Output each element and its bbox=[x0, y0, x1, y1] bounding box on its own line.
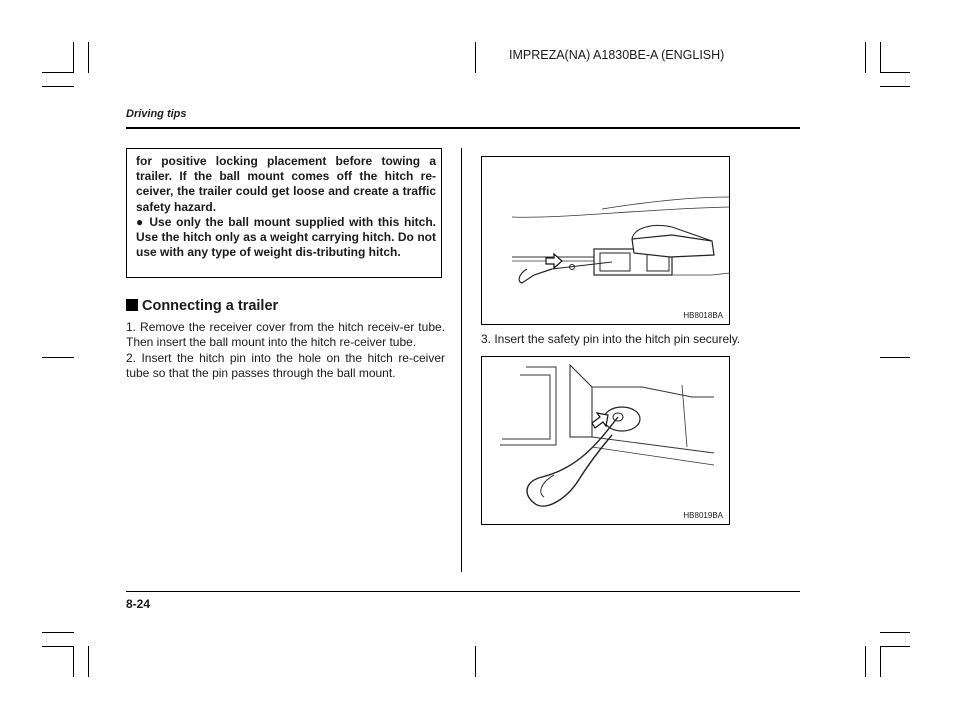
figure-safety-pin bbox=[481, 356, 730, 525]
warning-box bbox=[126, 148, 442, 278]
warning-text: for positive locking placement before towing a trailer. If the ball mount comes off the hitch re-ceiver, the trailer could get loose and create a traffic safety hazard. bbox=[136, 154, 436, 214]
crop-mark bbox=[865, 42, 866, 73]
crop-mark bbox=[73, 646, 74, 677]
crop-mark bbox=[42, 357, 74, 358]
square-bullet-icon bbox=[126, 299, 138, 311]
ball-mount-illustration bbox=[482, 157, 731, 326]
crop-mark bbox=[865, 646, 866, 677]
crop-mark bbox=[880, 646, 881, 677]
step-3: 3. Insert the safety pin into the hitch pin securely. bbox=[481, 332, 741, 346]
crop-mark bbox=[880, 646, 910, 647]
steps-text bbox=[126, 320, 445, 382]
crop-mark bbox=[42, 632, 74, 633]
crop-mark bbox=[880, 42, 881, 73]
safety-pin-illustration bbox=[482, 357, 731, 526]
section-title: Driving tips bbox=[126, 108, 187, 120]
page-number: 8-24 bbox=[126, 597, 151, 611]
crop-mark bbox=[880, 357, 910, 358]
crop-mark bbox=[880, 86, 910, 87]
step-2: 2. Insert the hitch pin into the hole on the hitch re-ceiver tube so that the pin passes through the ball mount. bbox=[126, 350, 445, 381]
crop-mark bbox=[73, 42, 74, 73]
document-code: IMPREZA(NA) A1830BE-A (ENGLISH) bbox=[509, 48, 725, 62]
crop-mark bbox=[475, 42, 476, 73]
connecting-heading bbox=[126, 298, 278, 314]
crop-mark bbox=[42, 646, 74, 647]
crop-mark bbox=[42, 72, 74, 73]
warning-bullet: ● Use only the ball mount supplied with this hitch. Use the hitch only as a weight carrying hitch. Do not use with any type of weight dis-tributing hitch. bbox=[136, 214, 436, 260]
header-rule bbox=[126, 127, 800, 129]
crop-mark bbox=[42, 86, 74, 87]
crop-mark bbox=[880, 632, 910, 633]
step-1: 1. Remove the receiver cover from the hitch receiv-er tube. Then insert the ball mount into the hitch re-ceiver tube. bbox=[126, 320, 445, 350]
footer-rule bbox=[126, 591, 800, 592]
connecting-heading-text: Connecting a trailer bbox=[142, 298, 279, 314]
figure-ball-mount bbox=[481, 156, 730, 325]
column-divider bbox=[461, 148, 462, 572]
crop-mark bbox=[88, 646, 89, 677]
figure-code: HB8018BA bbox=[683, 311, 723, 320]
crop-mark bbox=[880, 72, 910, 73]
crop-mark bbox=[475, 646, 476, 677]
figure-code: HB8019BA bbox=[683, 511, 723, 520]
crop-mark bbox=[88, 42, 89, 73]
